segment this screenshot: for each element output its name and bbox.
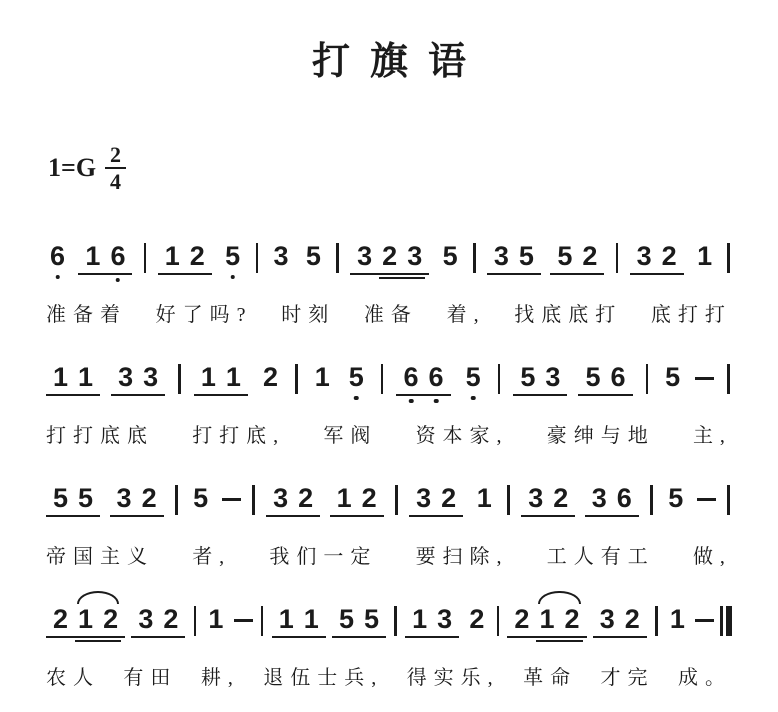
- lyric-segment: 才完: [600, 667, 655, 690]
- note-digit: [105, 243, 130, 270]
- note-digit-value: 3: [407, 241, 423, 272]
- note-digit: [345, 364, 368, 391]
- lyric-segment: 退伍士兵,: [263, 667, 384, 690]
- lyric-segment: 好了吗?: [155, 304, 253, 327]
- low-octave-dot: [354, 396, 359, 401]
- note-digit: [113, 364, 138, 391]
- note-digit-value: 1: [78, 362, 94, 393]
- notes-row: [46, 227, 732, 285]
- note-digit-value: 2: [564, 604, 580, 635]
- note-digit: [587, 485, 612, 512]
- note-digit-value: 5: [442, 241, 458, 272]
- note-digit: [595, 606, 620, 633]
- beam-group: [111, 364, 165, 396]
- note-digit: [158, 606, 183, 633]
- note-digit: [98, 606, 123, 633]
- note-digit-value: 6: [110, 241, 126, 272]
- note-digit-value: 5: [520, 362, 536, 393]
- note-digit: [411, 485, 436, 512]
- note-digit-value: 2: [382, 241, 398, 272]
- beam-group: [550, 243, 604, 275]
- lyric-segment: 有田: [123, 667, 178, 690]
- barline: [144, 243, 147, 273]
- note-digit: [605, 364, 630, 391]
- key-signature: [48, 143, 778, 193]
- staff-line: [46, 227, 732, 327]
- beam-group: [46, 364, 100, 396]
- score: [46, 227, 732, 690]
- lyric-segment: 耕,: [200, 667, 240, 690]
- note-digit-value: 2: [441, 483, 457, 514]
- note-digit-value: 2: [582, 241, 598, 272]
- beam-group: [585, 485, 639, 517]
- barline: [395, 485, 398, 515]
- beam-group: [110, 485, 164, 517]
- note-digit: [185, 243, 210, 270]
- note-digit: [269, 243, 292, 270]
- note-digit-value: 3: [528, 483, 544, 514]
- beam-group: [630, 243, 684, 275]
- note-digit-value: 5: [348, 362, 364, 393]
- lyric-segment: 打打底,: [192, 425, 286, 448]
- beam-group: [158, 243, 212, 275]
- note-digit: [334, 606, 359, 633]
- note-digit-value: 3: [437, 604, 453, 635]
- note-digit-value: 5: [193, 483, 209, 514]
- barline: [497, 606, 500, 636]
- note-digit: [359, 606, 384, 633]
- note-digit: [73, 606, 98, 633]
- lyric-segment: 革命: [523, 667, 578, 690]
- note-digit: [489, 243, 514, 270]
- barline: [252, 485, 255, 515]
- lyrics-row: [46, 419, 732, 448]
- note-digit: [48, 606, 73, 633]
- lyric-segment: 豪绅与地: [546, 425, 655, 448]
- note-digit-value: 2: [361, 483, 377, 514]
- note-digit: [612, 485, 637, 512]
- final-barline-thin: [720, 606, 723, 636]
- lyrics-row: [46, 540, 732, 569]
- note-digit: [693, 243, 716, 270]
- meter-numerator: 2: [105, 143, 126, 169]
- sixteenth-group-slur: [73, 606, 123, 633]
- beam-group: [409, 485, 463, 517]
- note-digit: [73, 364, 98, 391]
- time-signature: [105, 143, 126, 193]
- note-digit-value: 3: [599, 604, 615, 635]
- note-digit-value: 2: [53, 604, 69, 635]
- note-digit-value: 5: [557, 241, 573, 272]
- note-digit-value: 2: [469, 604, 485, 635]
- note-digit-value: 3: [357, 241, 373, 272]
- note-digit: [268, 485, 293, 512]
- note-digit: [548, 485, 573, 512]
- beam-group: [272, 606, 326, 638]
- lyric-segment: 农人: [46, 667, 100, 690]
- lyric-segment: 得实乐,: [406, 667, 500, 690]
- note-digit-value: 1: [697, 241, 713, 272]
- note-digit-value: 2: [141, 483, 157, 514]
- lyric-segment: 者,: [192, 546, 232, 569]
- lyric-segment: 准备着: [46, 304, 127, 327]
- staff-line: [46, 590, 732, 690]
- note-digit-value: 6: [616, 483, 632, 514]
- duration-dash: [234, 619, 253, 622]
- note-digit-value: 1: [78, 604, 94, 635]
- note-digit: [160, 243, 185, 270]
- lyric-segment: 我们一定: [269, 546, 378, 569]
- note-digit: [407, 606, 432, 633]
- music-sheet: [0, 30, 778, 712]
- beam-group: [330, 485, 384, 517]
- note-digit: [133, 606, 158, 633]
- note-digit: [661, 364, 684, 391]
- note-digit-value: 3: [273, 241, 289, 272]
- note-digit-value: 5: [465, 362, 481, 393]
- note-digit: [196, 364, 221, 391]
- beam-group: [578, 364, 632, 396]
- note-digit: [377, 243, 402, 270]
- note-digit-value: 6: [610, 362, 626, 393]
- note-digit-value: 5: [668, 483, 684, 514]
- note-digit-value: 3: [636, 241, 652, 272]
- beam-group: [194, 364, 248, 396]
- note-digit-value: 1: [225, 362, 241, 393]
- note-digit-value: 1: [669, 604, 685, 635]
- note-digit-value: 5: [78, 483, 94, 514]
- barline: [381, 364, 384, 394]
- duration-dash: [697, 498, 716, 501]
- note-digit-value: 1: [412, 604, 428, 635]
- beam-group: [78, 243, 132, 275]
- beam-group: [350, 243, 429, 275]
- note-digit: [577, 243, 602, 270]
- note-digit-value: 2: [514, 604, 530, 635]
- note-digit-value: 1: [476, 483, 492, 514]
- note-digit-value: 1: [85, 241, 101, 272]
- lyric-segment: 要扫除,: [415, 546, 509, 569]
- barline: [473, 243, 476, 273]
- note-digit: [293, 485, 318, 512]
- note-digit-value: 2: [103, 604, 119, 635]
- note-digit-value: 3: [273, 483, 289, 514]
- note-digit-value: 5: [53, 483, 69, 514]
- barline: [727, 485, 730, 515]
- note-digit: [189, 485, 212, 512]
- note-digit: [523, 485, 548, 512]
- barline: [650, 485, 653, 515]
- lyrics-row: [46, 661, 732, 690]
- lyric-segment: 准备: [363, 304, 418, 327]
- low-octave-dot: [55, 275, 60, 280]
- note-digit: [80, 243, 105, 270]
- note-digit: [439, 243, 462, 270]
- barline: [194, 606, 197, 636]
- low-octave-dot: [434, 399, 439, 404]
- note-digit: [73, 485, 98, 512]
- note-digit: [515, 364, 540, 391]
- staff-line: [46, 469, 732, 569]
- beam-group: [396, 364, 450, 396]
- low-octave-dot: [409, 399, 414, 404]
- note-digit: [48, 364, 73, 391]
- note-digit: [204, 606, 227, 633]
- beam-group: [487, 243, 541, 275]
- note-digit-value: 5: [364, 604, 380, 635]
- note-digit-value: 2: [298, 483, 314, 514]
- note-digit: [357, 485, 382, 512]
- note-digit: [302, 243, 325, 270]
- note-digit: [620, 606, 645, 633]
- final-barline-thick: [726, 606, 732, 636]
- note-digit: [46, 243, 69, 270]
- song-title: 打旗语: [311, 41, 486, 83]
- note-digit-value: 3: [143, 362, 159, 393]
- note-digit-value: 3: [493, 241, 509, 272]
- note-digit-value: 1: [164, 241, 180, 272]
- note-digit: [580, 364, 605, 391]
- barline: [507, 485, 510, 515]
- note-digit-value: 5: [225, 241, 241, 272]
- lyric-segment: 底打打: [650, 304, 732, 327]
- note-digit: [221, 364, 246, 391]
- lyric-segment: 资本家,: [415, 425, 509, 448]
- note-digit: [137, 485, 162, 512]
- notes-row: [46, 469, 732, 527]
- note-digit-value: 3: [138, 604, 154, 635]
- barline: [646, 364, 649, 394]
- barline: [336, 243, 339, 273]
- lyrics-row: [46, 298, 732, 327]
- barline: [178, 364, 181, 394]
- note-digit: [509, 606, 534, 633]
- beam-group: [46, 606, 125, 638]
- beam-group: [332, 606, 386, 638]
- note-digit: [138, 364, 163, 391]
- barline: [727, 243, 730, 273]
- note-digit: [332, 485, 357, 512]
- note-digit: [514, 243, 539, 270]
- note-digit-value: 6: [50, 241, 66, 272]
- low-octave-dot: [116, 278, 121, 283]
- note-digit-value: 5: [339, 604, 355, 635]
- staff-line: [46, 348, 732, 448]
- lyric-segment: 时刻: [281, 304, 336, 327]
- note-digit-value: 1: [53, 362, 69, 393]
- note-digit-value: 1: [278, 604, 294, 635]
- note-digit: [559, 606, 584, 633]
- note-digit: [465, 606, 488, 633]
- beam-group: [507, 606, 586, 638]
- note-digit-value: 1: [208, 604, 224, 635]
- low-octave-dot: [471, 396, 476, 401]
- note-digit: [221, 243, 244, 270]
- lyric-segment: 帝国主义: [46, 546, 154, 569]
- note-digit-value: 3: [416, 483, 432, 514]
- note-digit-value: 3: [591, 483, 607, 514]
- note-digit: [432, 606, 457, 633]
- note-digit-value: 2: [553, 483, 569, 514]
- barline: [655, 606, 658, 636]
- note-digit: [398, 364, 423, 391]
- beam-group: [405, 606, 459, 638]
- note-digit: [540, 364, 565, 391]
- note-digit: [274, 606, 299, 633]
- note-digit-value: 1: [539, 604, 555, 635]
- note-digit-value: 6: [403, 362, 419, 393]
- note-digit: [552, 243, 577, 270]
- note-digit-value: 2: [661, 241, 677, 272]
- barline: [295, 364, 298, 394]
- beam-group: [513, 364, 567, 396]
- lyric-segment: 打打底底: [46, 425, 154, 448]
- barline: [394, 606, 397, 636]
- note-digit-value: 5: [665, 362, 681, 393]
- lyric-segment: 做,: [692, 546, 732, 569]
- note-digit: [534, 606, 559, 633]
- final-barline: [720, 606, 732, 636]
- note-digit-value: 1: [303, 604, 319, 635]
- note-digit: [259, 364, 282, 391]
- note-digit-value: 2: [624, 604, 640, 635]
- note-digit: [48, 485, 73, 512]
- note-digit: [352, 243, 377, 270]
- note-digit: [473, 485, 496, 512]
- key-label: 1=G: [48, 153, 97, 183]
- barline: [261, 606, 264, 636]
- note-digit-value: 5: [305, 241, 321, 272]
- beam-group: [593, 606, 647, 638]
- note-digit-value: 2: [189, 241, 205, 272]
- note-digit-value: 1: [200, 362, 216, 393]
- note-digit-value: 5: [585, 362, 601, 393]
- note-digit-value: 2: [263, 362, 279, 393]
- sixteenth-group-slur: [534, 606, 584, 633]
- note-digit-value: 3: [118, 362, 134, 393]
- notes-row: [46, 590, 732, 648]
- note-digit: [436, 485, 461, 512]
- lyric-segment: 主,: [692, 425, 732, 448]
- duration-dash: [695, 377, 714, 380]
- beam-group: [131, 606, 185, 638]
- barline: [616, 243, 619, 273]
- note-digit: [424, 364, 449, 391]
- note-digit: [657, 243, 682, 270]
- barline: [727, 364, 730, 394]
- note-digit-value: 1: [314, 362, 330, 393]
- note-digit: [311, 364, 334, 391]
- note-digit-value: 6: [428, 362, 444, 393]
- barline: [498, 364, 501, 394]
- note-digit-value: 5: [518, 241, 534, 272]
- beam-group: [521, 485, 575, 517]
- lyric-segment: 军阀: [323, 425, 378, 448]
- notes-row: [46, 348, 732, 406]
- note-digit: [402, 243, 427, 270]
- note-digit-value: 1: [336, 483, 352, 514]
- note-digit-value: 2: [163, 604, 179, 635]
- lyric-segment: 找底底打: [514, 304, 623, 327]
- note-digit: [632, 243, 657, 270]
- lyric-segment: 成。: [677, 667, 732, 690]
- note-digit: [299, 606, 324, 633]
- sixteenth-group: [377, 243, 427, 270]
- beam-group: [46, 485, 100, 517]
- note-digit: [112, 485, 137, 512]
- barline: [256, 243, 259, 273]
- duration-dash: [222, 498, 241, 501]
- note-digit: [666, 606, 689, 633]
- note-digit-value: 3: [545, 362, 561, 393]
- low-octave-dot: [230, 275, 235, 280]
- lyric-segment: 着,: [446, 304, 486, 327]
- barline: [175, 485, 178, 515]
- beam-group: [266, 485, 320, 517]
- note-digit-value: 3: [116, 483, 132, 514]
- lyric-segment: 工人有工: [546, 546, 655, 569]
- note-digit: [664, 485, 687, 512]
- meter-denominator: 4: [110, 169, 122, 195]
- note-digit: [462, 364, 485, 391]
- duration-dash: [695, 619, 714, 622]
